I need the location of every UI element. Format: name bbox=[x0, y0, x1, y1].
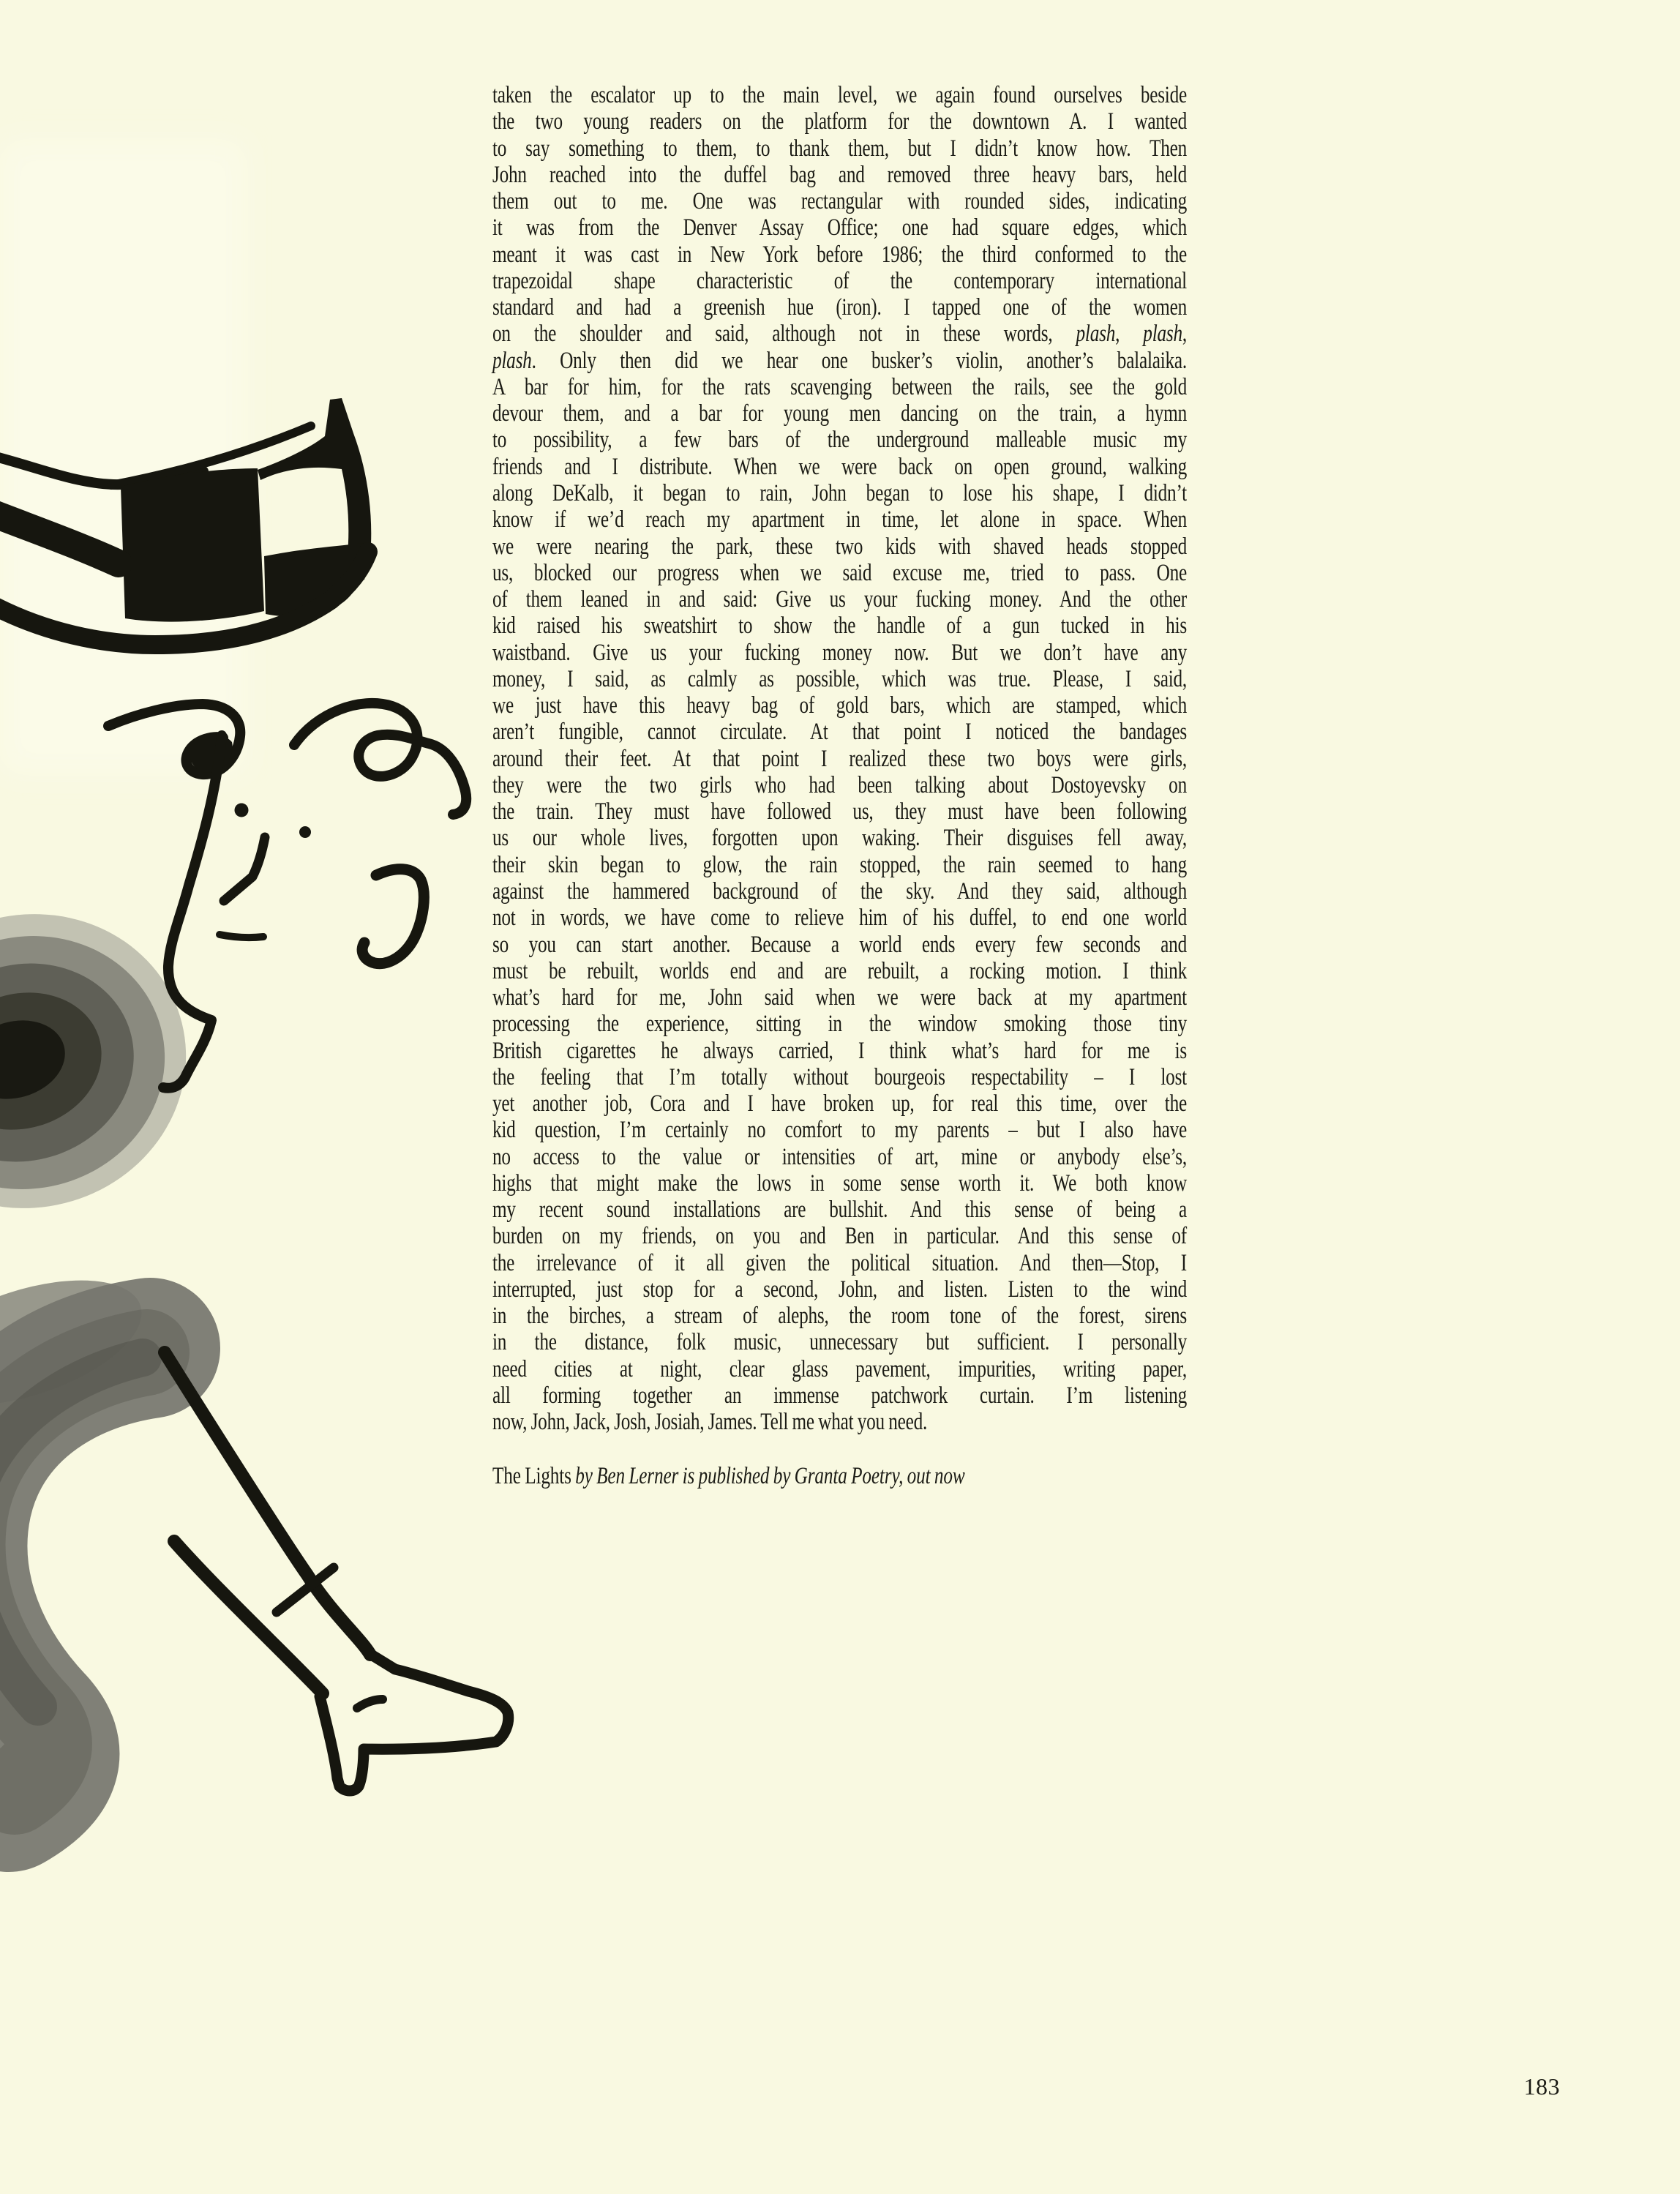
text-segment: aren’t fungible, cannot circulate. At that point I noticed the bandages bbox=[492, 719, 1187, 746]
text-line bbox=[492, 1170, 1187, 1197]
text-line bbox=[492, 294, 1187, 321]
text-line bbox=[492, 214, 1187, 241]
text-segment: their skin began to glow, the rain stopped, the rain seemed to hang bbox=[492, 851, 1187, 878]
text-segment: the feeling that I’m totally without bourgeois respectability – I lost bbox=[492, 1063, 1187, 1090]
text-segment: need cities at night, clear glass pavement, impurities, writing paper, bbox=[492, 1355, 1187, 1382]
text-line bbox=[492, 108, 1187, 135]
text-segment: highs that might make the lows in some sense worth it. We both know bbox=[492, 1169, 1187, 1197]
attribution-line bbox=[492, 1463, 1187, 1489]
text-segment: along DeKalb, it began to rain, John began to lose his shape, I didn’t bbox=[492, 479, 1187, 506]
text-segment: my recent sound installations are bullshit. And this sense of being a bbox=[492, 1197, 1187, 1224]
text-line bbox=[492, 321, 1187, 347]
text-line bbox=[492, 506, 1187, 533]
article-text-column bbox=[492, 82, 1187, 1489]
text-segment: meant it was cast in New York before 1986; the third conformed to the bbox=[492, 241, 1187, 268]
italic-text-segment: plash bbox=[1076, 321, 1116, 348]
text-line bbox=[492, 400, 1187, 427]
text-line bbox=[492, 1356, 1187, 1382]
leg-with-shoe-doodle bbox=[165, 1352, 509, 1791]
text-line bbox=[492, 188, 1187, 214]
text-segment: interrupted, just stop for a second, John, and listen. Listen to the wind bbox=[492, 1276, 1187, 1303]
text-segment: us our whole lives, forgotten upon waking. Their disguises fell away, bbox=[492, 825, 1187, 852]
page-number: 183 bbox=[1523, 2073, 1560, 2100]
italic-text-segment: by Ben Lerner is published by Granta Poetry, out now bbox=[575, 1462, 965, 1489]
left-eye-dot bbox=[235, 804, 249, 817]
text-line bbox=[492, 374, 1187, 400]
text-line bbox=[492, 135, 1187, 162]
italic-text-segment: plash bbox=[1143, 321, 1182, 348]
text-segment: what’s hard for me, John said when we were back at my apartment bbox=[492, 984, 1187, 1011]
text-line bbox=[492, 1409, 1187, 1435]
text-line bbox=[492, 692, 1187, 719]
text-segment: . Only then did we hear one busker’s violin, another’s balalaika. bbox=[531, 347, 1187, 374]
article-text bbox=[492, 82, 1187, 1436]
text-line bbox=[492, 1303, 1187, 1329]
text-segment: , bbox=[1182, 321, 1187, 348]
text-line bbox=[492, 1038, 1187, 1064]
checkered-flag-ribbon bbox=[0, 398, 371, 645]
text-segment: British cigarettes he always carried, I think what’s hard for me is bbox=[492, 1037, 1187, 1064]
text-line bbox=[492, 1011, 1187, 1037]
text-line bbox=[492, 454, 1187, 480]
text-segment: standard and had a greenish hue (iron). I tapped one of the women bbox=[492, 294, 1187, 321]
text-line bbox=[492, 666, 1187, 692]
text-segment: it was from the Denver Assay Office; one had square edges, which bbox=[492, 214, 1187, 242]
text-segment: now, John, Jack, Josh, Josiah, James. Tell me what you need. bbox=[492, 1409, 928, 1436]
text-segment: the irrelevance of it all given the political situation. And then—Stop, I bbox=[492, 1249, 1187, 1276]
text-segment: the train. They must have followed us, they must have been following bbox=[492, 798, 1187, 825]
text-line bbox=[492, 1144, 1187, 1170]
text-line bbox=[492, 427, 1187, 453]
text-line bbox=[492, 825, 1187, 851]
text-line bbox=[492, 533, 1187, 560]
text-segment: so you can start another. Because a world ends every few seconds and bbox=[492, 931, 1187, 958]
text-line bbox=[492, 162, 1187, 188]
text-segment: burden on my friends, on you and Ben in particular. And this sense of bbox=[492, 1223, 1187, 1250]
text-segment: kid question, I’m certainly no comfort to my parents – but I also have bbox=[492, 1117, 1187, 1144]
text-segment: devour them, and a bar for young men dancing on the train, a hymn bbox=[492, 400, 1187, 427]
text-segment: them out to me. One was rectangular with rounded sides, indicating bbox=[492, 188, 1187, 215]
text-segment: no access to the value or intensities of art, mine or anybody else’s, bbox=[492, 1143, 1187, 1170]
text-line bbox=[492, 1117, 1187, 1143]
text-line bbox=[492, 268, 1187, 294]
text-segment: waistband. Give us your fucking money now. But we don’t have any bbox=[492, 639, 1187, 666]
text-line bbox=[492, 719, 1187, 745]
text-line bbox=[492, 640, 1187, 666]
text-line bbox=[492, 1329, 1187, 1355]
text-segment: kid raised his sweatshirt to show the handle of a gun tucked in his bbox=[492, 613, 1187, 640]
text-segment: to possibility, a few bars of the underground malleable music my bbox=[492, 427, 1187, 454]
right-eye-dot bbox=[299, 826, 311, 838]
text-segment: yet another job, Cora and I have broken up, for real this time, over the bbox=[492, 1090, 1187, 1117]
text-segment: on the shoulder and said, although not in these words, bbox=[492, 321, 1076, 348]
text-segment: trapezoidal shape characteristic of the contemporary international bbox=[492, 267, 1187, 294]
text-line bbox=[492, 82, 1187, 108]
text-segment: of them leaned in and said: Give us your fucking money. And the other bbox=[492, 586, 1187, 613]
text-segment: friends and I distribute. When we were back on open ground, walking bbox=[492, 453, 1187, 480]
text-segment: money, I said, as calmly as possible, which was true. Please, I said, bbox=[492, 665, 1187, 692]
text-line bbox=[492, 480, 1187, 506]
text-line bbox=[492, 798, 1187, 825]
text-line bbox=[492, 348, 1187, 374]
text-segment: not in words, we have come to relieve him of his duffel, to end one world bbox=[492, 905, 1187, 932]
text-line bbox=[492, 1197, 1187, 1223]
text-segment: taken the escalator up to the main level, we again found ourselves beside bbox=[492, 82, 1187, 108]
ink-swirl-blob bbox=[0, 881, 217, 1241]
text-line bbox=[492, 560, 1187, 586]
text-segment: know if we’d reach my apartment in time, let alone in space. When bbox=[492, 506, 1187, 533]
text-segment: in the birches, a stream of alephs, the room tone of the forest, sirens bbox=[492, 1303, 1187, 1330]
text-line bbox=[492, 1382, 1187, 1409]
text-segment: around their feet. At that point I realized these two boys were girls, bbox=[492, 745, 1187, 772]
text-line bbox=[492, 1250, 1187, 1276]
text-segment: they were the two girls who had been talking about Dostoyevsky on bbox=[492, 771, 1187, 798]
text-line bbox=[492, 1223, 1187, 1249]
text-line bbox=[492, 852, 1187, 878]
gray-brush-arc bbox=[0, 1256, 157, 1802]
text-segment: us, blocked our progress when we said excuse me, tried to pass. One bbox=[492, 559, 1187, 586]
text-segment: The Lights bbox=[492, 1462, 576, 1489]
text-line bbox=[492, 772, 1187, 798]
text-line bbox=[492, 1090, 1187, 1117]
text-line bbox=[492, 242, 1187, 268]
text-line bbox=[492, 746, 1187, 772]
text-segment: all forming together an immense patchwork curtain. I’m listening bbox=[492, 1382, 1187, 1409]
text-line bbox=[492, 984, 1187, 1011]
text-segment: we were nearing the park, these two kids with shaved heads stopped bbox=[492, 533, 1187, 560]
text-segment: , bbox=[1115, 321, 1144, 348]
text-segment: A bar for him, for the rats scavenging between the rails, see the gold bbox=[492, 373, 1187, 400]
text-line bbox=[492, 878, 1187, 905]
text-line bbox=[492, 586, 1187, 613]
text-line bbox=[492, 613, 1187, 639]
text-segment: to say something to them, to thank them, but I didn’t know how. Then bbox=[492, 135, 1187, 162]
text-segment: we just have this heavy bag of gold bars, which are stamped, which bbox=[492, 692, 1187, 719]
text-segment: must be rebuilt, worlds end and are rebuilt, a rocking motion. I think bbox=[492, 957, 1187, 984]
italic-text-segment: plash bbox=[492, 347, 532, 374]
text-line bbox=[492, 905, 1187, 931]
text-line bbox=[492, 958, 1187, 984]
text-segment: against the hammered background of the sky. And they said, although bbox=[492, 877, 1187, 905]
text-line bbox=[492, 932, 1187, 958]
text-line bbox=[492, 1276, 1187, 1303]
text-line bbox=[492, 1064, 1187, 1090]
text-segment: John reached into the duffel bag and removed three heavy bars, held bbox=[492, 161, 1187, 188]
text-segment: the two young readers on the platform for the downtown A. I wanted bbox=[492, 108, 1187, 135]
text-segment: processing the experience, sitting in the window smoking those tiny bbox=[492, 1011, 1187, 1038]
text-segment: in the distance, folk music, unnecessary but sufficient. I personally bbox=[492, 1329, 1187, 1356]
